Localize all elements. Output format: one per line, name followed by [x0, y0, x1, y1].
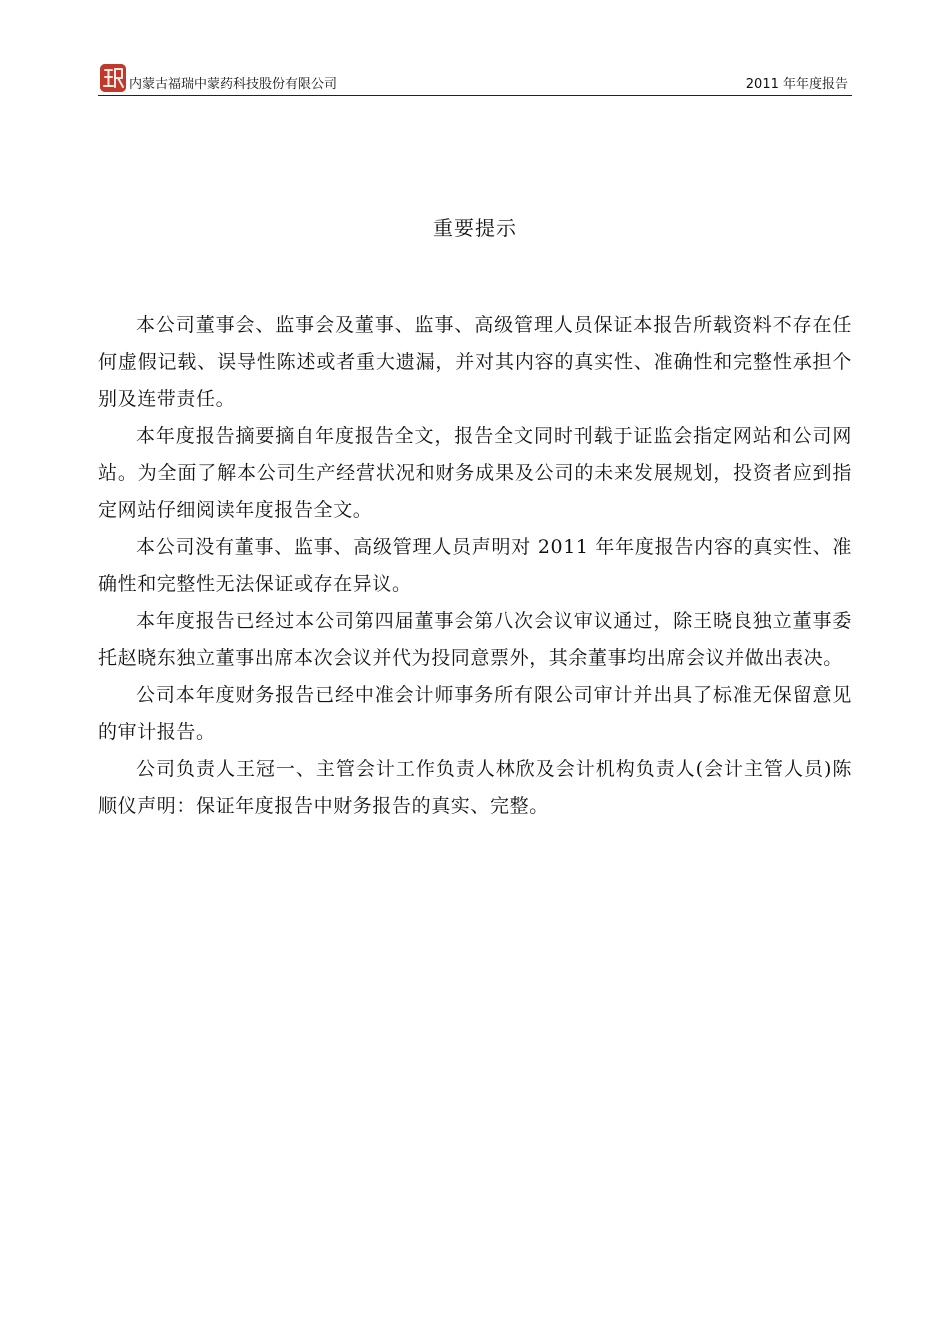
page-title: 重要提示 — [433, 216, 517, 240]
company-name: 内蒙古福瑞中蒙药科技股份有限公司 — [129, 77, 338, 92]
paragraph: 公司负责人王冠一、主管会计工作负责人林欣及会计机构负责人(会计主管人员)陈顺仪声明：保证年度报告中财务报告的真实、完整。 — [98, 758, 852, 817]
paragraph: 本公司董事会、监事会及董事、监事、高级管理人员保证本报告所载资料不存在任何虚假记载、误导性陈述或者重大遗漏，并对其内容的真实性、准确性和完整性承担个别及连带责任。 — [98, 314, 852, 410]
report-name: 2011 年年度报告 — [745, 77, 848, 92]
notice-body — [98, 307, 852, 825]
paragraph: 公司本年度财务报告已经中准会计师事务所有限公司审计并出具了标准无保留意见的审计报告。 — [98, 684, 852, 743]
page-header — [98, 62, 852, 96]
paragraph: 本年度报告摘要摘自年度报告全文，报告全文同时刊载于证监会指定网站和公司网站。为全面了解本公司生产经营状况和财务成果及公司的未来发展规划，投资者应到指定网站仔细阅读年度报告全文。 — [98, 425, 852, 521]
seal-glyph-icon — [100, 64, 126, 92]
paragraph: 本年度报告已经过本公司第四届董事会第八次会议审议通过，除王晓良独立董事委托赵晓东独立董事出席本次会议并代为投同意票外，其余董事均出席会议并做出表决。 — [98, 610, 852, 669]
paragraph: 本公司没有董事、监事、高级管理人员声明对 2011 年年度报告内容的真实性、准确性和完整性无法保证或存在异议。 — [98, 536, 852, 595]
company-seal-logo-icon — [100, 64, 126, 92]
